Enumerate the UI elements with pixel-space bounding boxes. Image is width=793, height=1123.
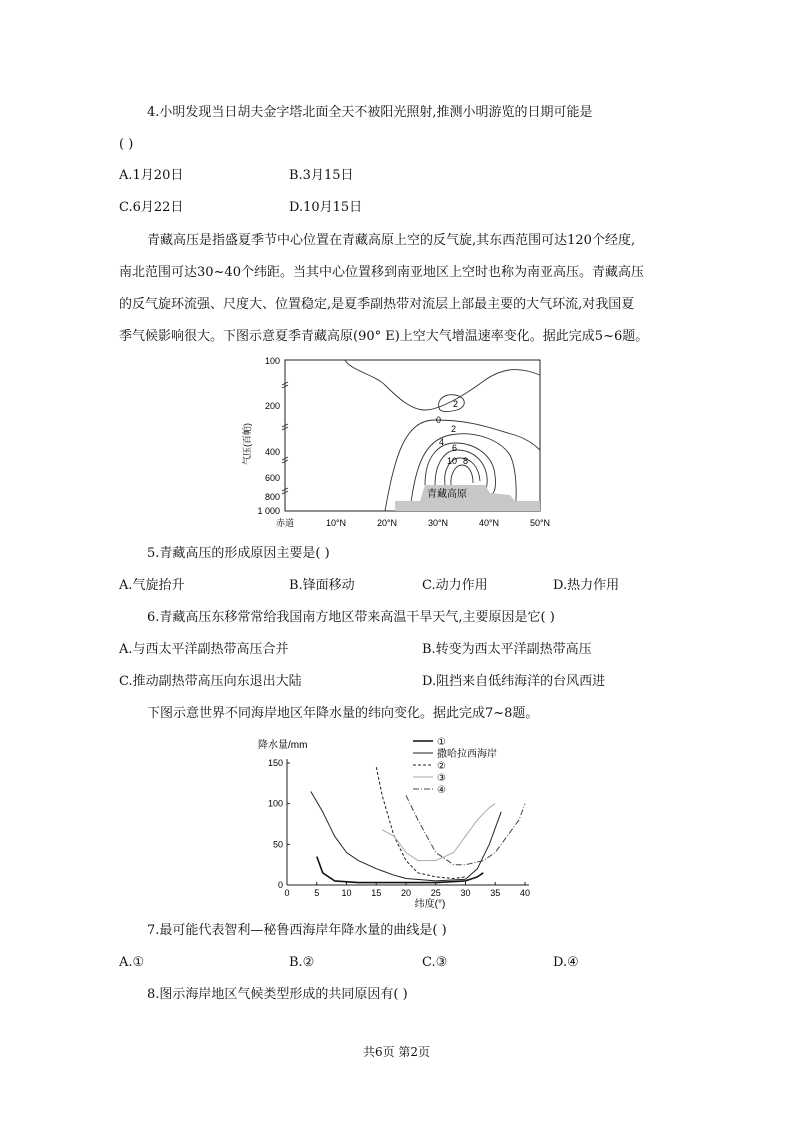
q6-stem: 6.青藏高压东移常常给我国南方地区带来高温干旱天气,主要原因是它( ) (147, 610, 555, 625)
contour-label-6: 6 (452, 443, 458, 453)
xtick-label-15: 15 (371, 888, 382, 898)
ytick-1000: 1 000 (257, 506, 280, 516)
contour-label-2b: 2 (451, 424, 457, 434)
xtick-label-10: 10 (341, 888, 352, 898)
q7-option-b: B.② (289, 955, 315, 970)
xtick-label-25: 25 (430, 888, 441, 898)
xtick-label-20: 20 (400, 888, 412, 898)
legend-label-2: 撒哈拉西海岸 (437, 749, 497, 760)
q4-option-b: B.3月15日 (289, 168, 354, 183)
q7-option-a: A.① (119, 955, 145, 970)
xtick-label-5: 5 (314, 888, 320, 898)
series-line-3 (376, 767, 465, 878)
series-line-1 (317, 857, 484, 883)
plateau-shape (395, 485, 540, 511)
q5-option-a: A.气旋抬升 (119, 578, 185, 593)
q6-option-a: A.与西太平洋副热带高压合并 (119, 642, 289, 657)
ytick-800: 800 (264, 492, 280, 502)
page-footer: 共6页 第2页 (362, 1045, 431, 1059)
contour-0-upper (345, 360, 540, 410)
q7-stem: 7.最可能代表智利—秘鲁西海岸年降水量的曲线是( ) (147, 923, 447, 938)
xtick-label-30: 30 (460, 888, 471, 898)
ytick-400: 400 (264, 447, 280, 457)
q6-option-d: D.阻挡来自低纬海洋的台风西进 (422, 674, 606, 689)
contour-6 (435, 450, 487, 491)
contour-label-0: 0 (436, 415, 442, 425)
q4-bracket: ( ) (119, 137, 134, 152)
contour-10 (451, 465, 473, 485)
ytick-200: 200 (264, 401, 280, 411)
passage1-line-2: 南北范围可达30~40个纬距。当其中心位置移到南亚地区上空时也称为南亚高压。青藏高压 (119, 265, 644, 280)
ytick-100: 100 (264, 356, 280, 366)
contour-label-10: 10 (447, 456, 458, 466)
ytick-label-50: 50 (272, 839, 283, 850)
series-line-5 (406, 796, 525, 865)
xtick-30n: 30°N (427, 518, 449, 528)
chart1-ylabel: 气压(百帕) (242, 423, 252, 465)
passage1-line-3: 的反气旋环流强、尺度大、位置稳定,是夏季副热带对流层上部最主要的大气环流,对我国夏 (119, 297, 635, 312)
chart2-ylabel: 降水量/mm (258, 740, 308, 751)
passage1-line-1: 青藏高压是指盛夏季节中心位置在青藏高原上空的反气旋,其东西范围可达120个经度, (147, 233, 636, 248)
q5-option-c: C.动力作用 (422, 578, 488, 593)
q4-option-c: C.6月22日 (119, 200, 184, 215)
contour-label-4: 4 (439, 437, 445, 447)
contour-minus2 (439, 395, 465, 412)
xtick-equator: 赤道 (275, 518, 295, 528)
passage2: 下图示意世界不同海岸地区年降水量的纬向变化。据此完成7~8题。 (147, 706, 539, 721)
q5-stem: 5.青藏高压的形成原因主要是( ) (147, 546, 330, 561)
q7-option-d: D.④ (553, 955, 579, 970)
legend-label-5: ④ (437, 785, 446, 796)
xtick-50n: 50°N (529, 518, 551, 528)
passage1-line-4: 季气候影响很大。下图示意夏季青藏高原(90° E)上空大气增温速率变化。据此完成5~6题。 (119, 329, 649, 344)
xtick-10n: 10°N (325, 518, 347, 528)
contour-label-2: 2 (453, 399, 459, 409)
series-line-2 (311, 792, 501, 881)
q4-option-a: A.1月20日 (119, 168, 184, 183)
ytick-label-150: 150 (267, 758, 283, 768)
q6-option-c: C.推动副热带高压向东退出大陆 (119, 674, 302, 689)
legend-label-4: ③ (437, 773, 446, 784)
xtick-label-0: 0 (284, 888, 290, 898)
q5-option-b: B.锋面移动 (289, 578, 355, 593)
series-line-4 (382, 804, 495, 861)
q7-option-c: C.③ (422, 955, 448, 970)
ytick-label-0: 0 (277, 880, 283, 890)
ytick-600: 600 (264, 473, 280, 483)
q4-option-d: D.10月15日 (289, 200, 363, 215)
ytick-label-100: 100 (267, 798, 283, 809)
q4-stem: 4.小明发现当日胡夫金字塔北面全天不被阳光照射,推测小明游览的日期可能是 (147, 105, 593, 120)
q6-option-b: B.转变为西太平洋副热带高压 (422, 642, 592, 657)
xtick-label-40: 40 (519, 888, 531, 898)
temperature-rate-chart (235, 355, 555, 535)
xtick-40n: 40°N (478, 518, 500, 528)
contour-label-8: 8 (463, 456, 469, 466)
q8-stem: 8.图示海岸地区气候类型形成的共同原因有( ) (147, 987, 408, 1002)
legend-label-1: ① (437, 737, 446, 748)
xtick-20n: 20°N (376, 518, 398, 528)
legend-label-3: ② (437, 761, 446, 772)
q5-option-d: D.热力作用 (553, 578, 620, 593)
xtick-label-35: 35 (490, 888, 501, 898)
plateau-label: 青藏高原 (427, 489, 467, 500)
precipitation-chart (250, 735, 550, 913)
chart2-xlabel: 纬度(°) (414, 899, 446, 910)
